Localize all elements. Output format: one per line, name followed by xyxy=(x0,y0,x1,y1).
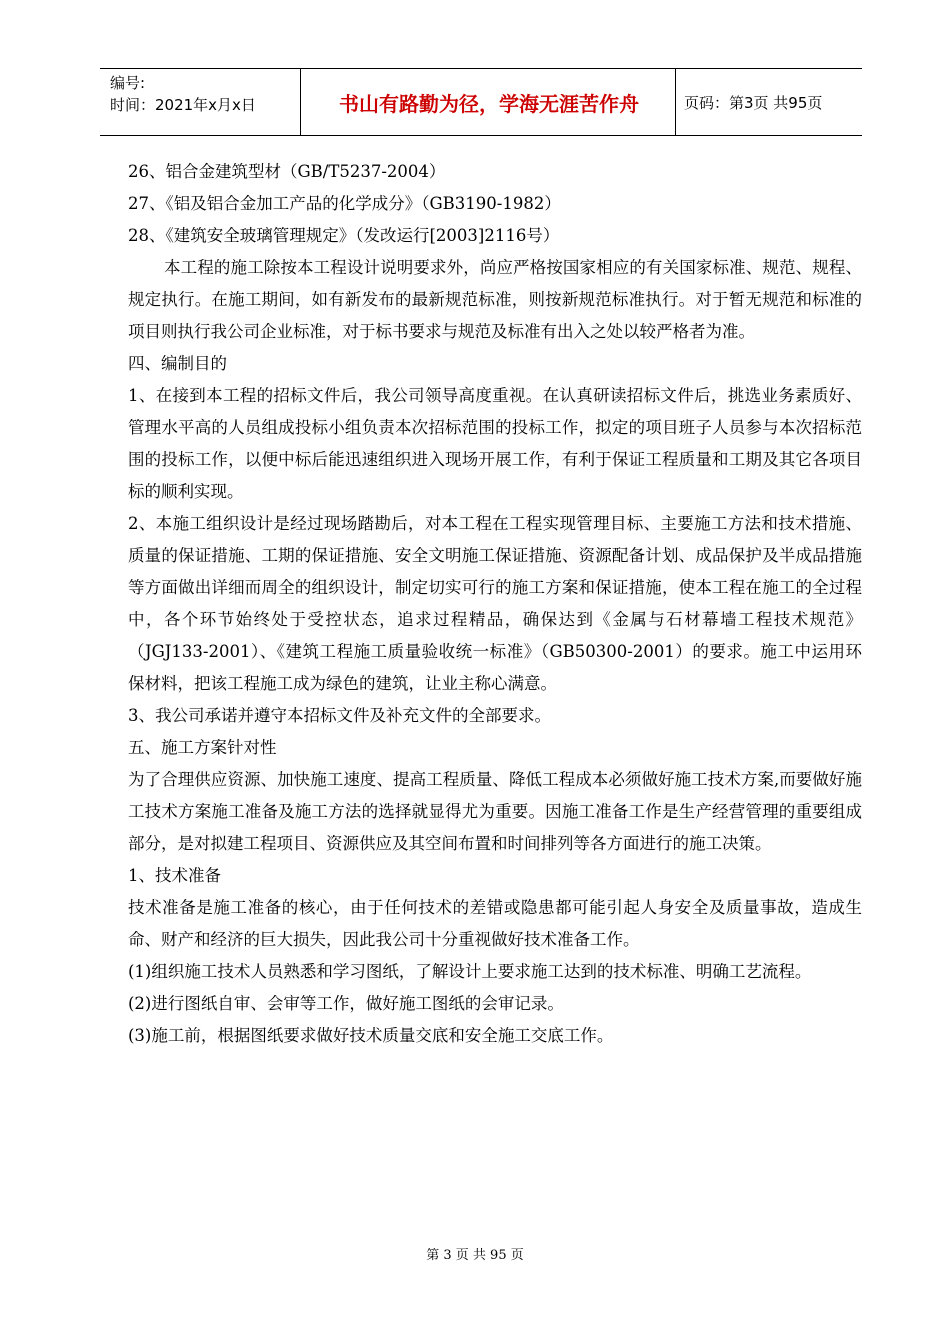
time-label: 时间：2021年x月x日 xyxy=(110,96,256,114)
section-heading-4: 四、编制目的 xyxy=(128,354,227,373)
tech-prep-paragraph: 技术准备是施工准备的核心，由于任何技术的差错或隐患都可能引起人身安全及质量事故，造成生命、财产和经济的巨大损失，因此我公司十分重视做好技术准备工作。 xyxy=(128,898,862,949)
document-body xyxy=(128,156,862,1052)
purpose-item-3: 3、我公司承诺并遵守本招标文件及补充文件的全部要求。 xyxy=(128,706,551,725)
header-info xyxy=(110,72,256,116)
section-heading-5: 五、施工方案针对性 xyxy=(128,738,277,757)
purpose-item-1: 1、在接到本工程的招标文件后，我公司领导高度重视。在认真研读招标文件后，挑选业务素质好、管理水平高的人员组成投标小组负责本次招标范围的投标工作，拟定的项目班子人员参与本次招标范围的投标工作，以便中标后能迅速组织进入现场开展工作，有利于保证工程质量和工期及其它各项目标的顺利实现。 xyxy=(128,386,862,501)
page-footer: 第 3 页 共 95 页 xyxy=(426,1248,524,1263)
header-motto: 书山有路勤为径，学海无涯苦作舟 xyxy=(339,91,639,116)
number-label: 编号: xyxy=(110,74,146,92)
tech-prep-item-2: (2)进行图纸自审、会审等工作，做好施工图纸的会审记录。 xyxy=(128,994,564,1013)
header-page-label: 页码：第3页 共95页 xyxy=(684,93,823,112)
standards-paragraph: 本工程的施工除按本工程设计说明要求外，尚应严格按国家相应的有关国家标准、规范、规程、规定执行。在施工期间，如有新发布的最新规范标准，则按新规范标准执行。对于暂无规范和标准的项目则执行我公司企业标准，对于标书要求与规范及标准有出入之处以较严格者为准。 xyxy=(128,258,862,341)
reference-item-26: 26、铝合金建筑型材（GB/T5237-2004） xyxy=(128,162,446,181)
scheme-paragraph: 为了合理供应资源、加快施工速度、提高工程质量、降低工程成本必须做好施工技术方案,而要做好施工技术方案施工准备及施工方法的选择就显得尤为重要。因施工准备工作是生产经营管理的重要组成部分，是对拟建工程项目、资源供应及其空间布置和时间排列等各方面进行的施工决策。 xyxy=(128,770,862,853)
reference-item-28: 28、《建筑安全玻璃管理规定》（发改运行[2003]2116号） xyxy=(128,226,560,245)
reference-item-27: 27、《铝及铝合金加工产品的化学成分》（GB3190-1982） xyxy=(128,194,561,213)
tech-prep-item-1: (1)组织施工技术人员熟悉和学习图纸，了解设计上要求施工达到的技术标准、明确工艺流程。 xyxy=(128,962,812,981)
page-header xyxy=(100,68,862,136)
tech-prep-item-3: (3)施工前，根据图纸要求做好技术质量交底和安全施工交底工作。 xyxy=(128,1026,614,1045)
header-divider-left xyxy=(300,68,301,136)
purpose-item-2: 2、本施工组织设计是经过现场踏勘后，对本工程在工程实现管理目标、主要施工方法和技术措施、质量的保证措施、工期的保证措施、安全文明施工保证措施、资源配备计划、成品保护及半成品措施等方面做出详细而周全的组织设计，制定切实可行的施工方案和保证措施，使本工程在施工的全过程中，各个环节始终处于受控状态，追求过程精品，确保达到《金属与石材幕墙工程技术规范》（JGJ133-2001）、《建筑工程施工质量验收统一标准》（GB50300-2001）的要求。施工中运用环保材料，把该工程施工成为绿色的建筑，让业主称心满意。 xyxy=(128,514,862,693)
subsection-heading-1: 1、技术准备 xyxy=(128,866,221,885)
